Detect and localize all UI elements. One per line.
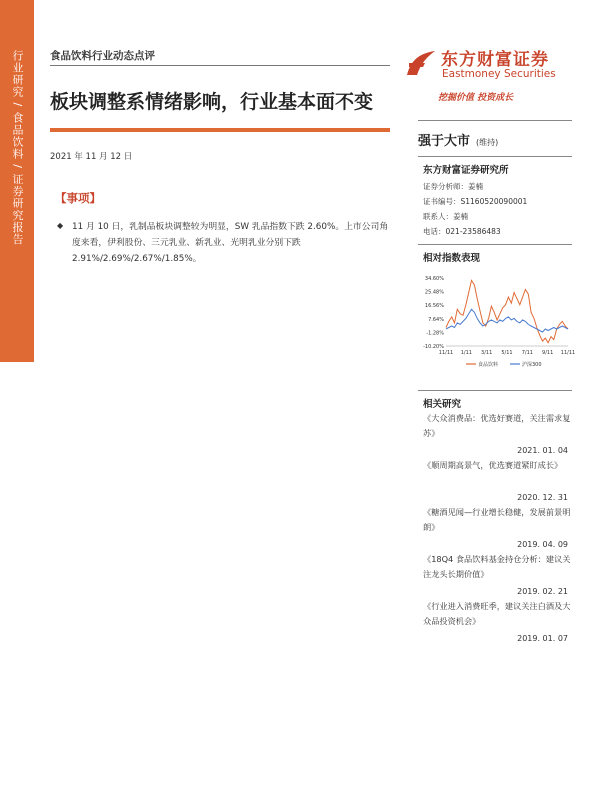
event-heading: 【事项】 — [55, 191, 101, 205]
related-item-date: 2019. 02. 21 — [517, 587, 568, 596]
related-item-title[interactable]: 《行业进入消费旺季，建议关注白酒及大众品投资机会》 — [423, 601, 571, 626]
header-divider — [50, 65, 390, 66]
legend-label: 沪深300 — [522, 362, 542, 368]
sidebar-category-text: 行业研究 / 食品饮料 / 证券研究报告 — [11, 50, 24, 246]
legend-label: 食品饮料 — [478, 362, 499, 368]
related-item-title[interactable]: 《18Q4 食品饮料基金持仓分析：建议关注龙头长期价值》 — [423, 554, 571, 579]
rating-label: 强于大市 — [418, 134, 471, 149]
company-slogan: 挖掘价值 投资成长 — [438, 93, 514, 103]
relative-index-chart — [418, 268, 576, 378]
report-category: 食品饮料行业动态点评 — [50, 50, 155, 62]
x-tick-label: 1/11 — [460, 350, 472, 356]
institute-heading: 东方财富证券研究所 — [423, 165, 509, 176]
rating-note: (维持) — [476, 138, 499, 147]
rating-divider — [418, 120, 572, 121]
related-divider — [418, 390, 572, 391]
related-item-title[interactable]: 《糖酒见闻—行业增长稳健，发展前景明朗》 — [423, 507, 571, 532]
logo-chinese-name: 东方财富证券 — [441, 50, 549, 70]
x-tick-label: 11/11 — [438, 350, 454, 356]
logo-mark-icon — [405, 49, 437, 77]
diamond-bullet-icon: ◆ — [57, 221, 64, 230]
y-tick-label: 7.64% — [428, 316, 444, 323]
y-tick-label: 16.56% — [424, 303, 444, 310]
y-tick-label: -10.20% — [423, 344, 444, 350]
title-underline — [50, 128, 390, 132]
x-tick-label: 3/11 — [481, 350, 493, 356]
x-tick-label: 5/11 — [501, 350, 513, 356]
related-item-date: 2020. 12. 31 — [517, 493, 568, 502]
x-tick-label: 11/11 — [560, 350, 576, 356]
related-heading: 相关研究 — [423, 399, 462, 410]
chart-heading: 相对指数表现 — [423, 253, 481, 264]
series-line — [446, 280, 568, 342]
related-item-date: 2019. 01. 07 — [517, 634, 568, 643]
certificate-number: 证书编号：S1160520090001 — [423, 197, 528, 206]
event-description: 11 月 10 日，乳制品板块调整较为明显，SW 乳品指数下跌 2.60%。上市公司角度来看，伊利股份、三元乳业、新乳业、光明乳业分别下跌 2.91%/2.69%/2.67%/1.85%。 — [72, 222, 389, 264]
related-item-title[interactable]: 《顺周期高景气，优选赛道紧盯成长》 — [423, 460, 563, 470]
analyst-name: 证券分析师：姜楠 — [423, 182, 483, 191]
related-item-date: 2019. 04. 09 — [517, 540, 568, 549]
report-title: 板块调整系情绪影响，行业基本面不变 — [50, 91, 374, 113]
related-item-title[interactable]: 《大众消费品：优选好赛道，关注需求复苏》 — [423, 413, 571, 438]
industry-rating — [418, 130, 498, 149]
y-tick-label: -1.28% — [426, 330, 444, 337]
logo-english-name: Eastmoney Securities — [442, 68, 556, 80]
contact-person: 联系人：姜楠 — [423, 212, 468, 221]
phone-number: 电话：021-23586483 — [423, 227, 501, 236]
report-date: 2021 年 11 月 12 日 — [50, 152, 133, 162]
institute-divider — [418, 156, 572, 157]
x-tick-label: 7/11 — [521, 350, 533, 356]
y-tick-label: 25.48% — [424, 289, 444, 296]
left-sidebar — [0, 0, 34, 800]
x-tick-label: 9/11 — [542, 350, 554, 356]
related-item-date: 2021. 01. 04 — [517, 446, 568, 455]
chart-divider — [418, 244, 572, 245]
y-tick-label: 34.60% — [424, 276, 444, 282]
series-line — [446, 309, 568, 332]
company-logo — [405, 45, 565, 87]
